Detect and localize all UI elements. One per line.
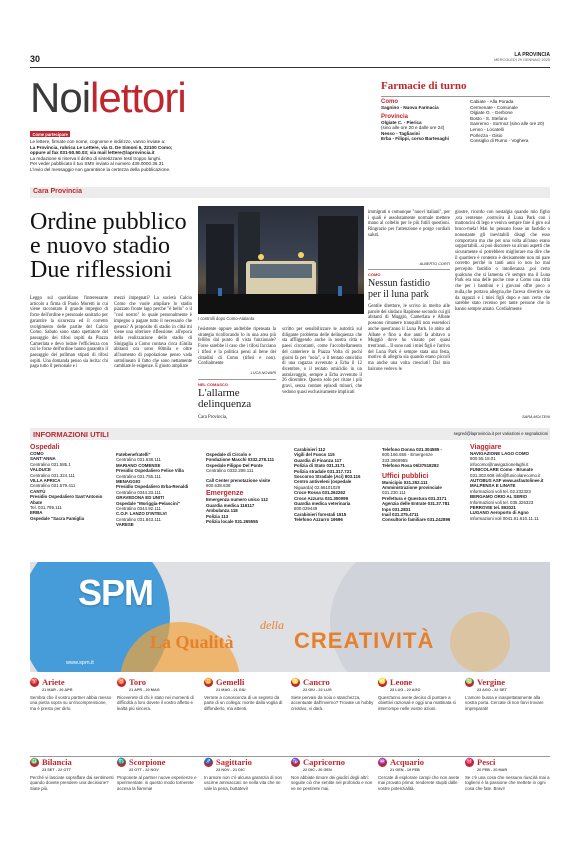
util-item: Municipio 031.252.111 (382, 479, 428, 485)
util-item: Centro antiveleni (ospedale (294, 479, 352, 485)
participate-line: La Provincia, rubrica Le Lettere, via G. De Simoni 6, 22100 Como; (30, 144, 173, 150)
util-item: Carabinieri forestali 1515 (294, 511, 347, 517)
util-item: Centralino 031.755.111 (116, 473, 161, 479)
zodiac-text: Non abbiate timore dei giudizi degli altri: seguite ciò che sentite nel profondo e non ve ne pentirete mai. (291, 775, 373, 791)
util-item: Centralino 031.585.1 (30, 461, 71, 467)
util-item: 800.166.656 - Emergenze (382, 452, 433, 458)
pharmacy-entry: Cabiate - Alla Porada (470, 99, 514, 104)
util-item: Centralino 031.324.111 (30, 472, 75, 478)
libra-icon: ♎ (30, 759, 39, 765)
participate-line: La redazione si riserva il diritto di sintetizzarei testi troppo lunghi. (30, 155, 162, 161)
utility-col-4 (294, 447, 380, 523)
util-item: 800.029449 (294, 506, 318, 512)
utility-col-5 (382, 447, 468, 523)
park-headline (368, 279, 430, 300)
signature: SARA MOLTENI (522, 415, 550, 419)
util-item: Ospedale Filippo Del Ponte (206, 462, 263, 468)
main-col-3: l'esistente oppure andrebbe ripensata la strategia ricollocando lo in una area più fellibo dal punto di vista funzionale? Forse sarebbe il caso che i tifosi facciano i tifosi e la politica pensi al bene dei cittadini di Como (tifosi e non). Cordialmente (198, 327, 276, 367)
zodiac-name: Gemelli (216, 677, 245, 687)
zodiac-name: Capricorno (303, 757, 346, 767)
divider (368, 269, 450, 270)
util-item: MALPENSA E LINATE (470, 483, 516, 489)
zodiac-dates: 20 FEB - 20 MAR (477, 768, 508, 772)
horoscope-divider (30, 756, 550, 757)
util-item: Telefono Donna 031.304585 - (382, 447, 442, 452)
util-item: Telefono Rosa 06/37518282 (382, 463, 439, 469)
util-item: Centralino 031.638.111 (116, 457, 161, 463)
util-item: SANT'ANNA (30, 456, 56, 462)
zodiac-dates: 21 MAR - 20 APR (42, 688, 73, 692)
zodiac-text: Cercate di esplorare campi che non avete mai provato prima: renderete stupiti dalle vostre potenzialità. (378, 775, 460, 791)
delinquency-kicker: NEL COMASCO (198, 382, 228, 387)
util-item: Ambulanza 118 (206, 508, 238, 514)
util-item: MARIANO COMENSE (116, 462, 161, 468)
ad-banner[interactable] (30, 562, 550, 672)
pisces-icon: ♓ (465, 759, 474, 765)
zodiac-dates: 21 GEN - 19 FEB (390, 768, 420, 772)
util-item: Call Center prenotazione visite (206, 477, 271, 483)
util-item: 031.303.608 info@funicolarecomo.it (470, 472, 541, 478)
util-item: Guardia di Finanza 117 (294, 457, 342, 463)
util-item: Presidio Ospedaliero Felice Villa (116, 468, 184, 474)
utility-note: segred@laprovincia.it per variazioni e segnalazioni (453, 431, 548, 436)
util-item: Presidio Ospedaliero Sant'Antonio (30, 494, 103, 500)
participate-box (30, 139, 235, 173)
pharmacy-entry: Erba - Filippi, corso Bartesaghi (381, 136, 449, 142)
util-item: Agenzia delle Entrate 031.37.781 (382, 501, 450, 507)
zodiac-text: Perché vi lasciate sopraffare dai sentimenti quando dovete prendere una decisione? Siate più. (30, 775, 114, 791)
participate-line: L'invio del messaggio non garantisce la certezza della pubblicazione. (30, 166, 171, 172)
masthead: LA PROVINCIA (514, 52, 550, 58)
util-item: Fondazione Macchi 0332.278.111 (206, 457, 275, 463)
util-item: Telefono Azzurro 19696 (294, 517, 343, 523)
util-item: 800.55.18.01 (470, 456, 496, 462)
ad-url[interactable]: www.spm.it (66, 660, 94, 666)
util-item: VILLA APRICA (30, 478, 61, 484)
util-item: NAVIGAZIONE LAGO COMO (470, 451, 529, 456)
zodiac-dates: 23 AGO - 22 SET (477, 688, 507, 692)
pharmacy-col-1 (381, 99, 476, 142)
main-col-1: Leggo sul quotidiano l'interessante articolo a firma di Paolo Moretti in cui viene raccontato il grande impegno di forze dell'ordine e personale sanitario per garantire la sicurezza ed il corretto svolgimento delle partite del Calcio Como. Sabato sono stato spettatore del passaggio dei tifosi ospiti da Piazza Camerlata e devo lodare l'efficienza con cui le forze dell'ordine hanno garantito il passaggio dei pullman stipati di tifosi ospiti. Una domanda penso sia lecita: chi paga tutto il personale e i (30, 296, 108, 370)
pharmacy-entry: Consiglio di Rumo - Voghera (470, 138, 529, 144)
park-col-2: giostre, ricordo con nostalgia quando mio figlio ,ora ventenne ,costruiva il Luna Park con i mattoncini di lego e veniva sempre fare il giro sul bruco-mela! Mai ho pensato fosse un fastidio o nonostante gli inevitabili disagi che esso comportava ma che per una volta all'anno erano sopportabili...si può discutere su alcuni aspetti che sicuramente si potrebbero migliorare ma dire che il quartiere è contento è decisamente non mi pare corretto perché in tanti anni io non ho mai percepito fastidio o intolleranza ,poi certo qualcuno che si lamenta c'è sempre ma il Luna Park era una delle poche cose a Como una città che per i bambini e i giovani offre poco o nulla,che portava allegria,che faceva divertire sia da ragazzi e i miei figli dopo e non certo che sarebbe stato recenso per tante persone che lo hanno sempre amato. Cordialmente (455, 210, 550, 312)
pharmacy-entry: Olgiate O. - Gerbone (470, 110, 513, 116)
sagittarius-icon: ♐ (204, 759, 213, 765)
virgo-icon: ♍ (465, 679, 474, 685)
util-item: Centralino 031.843.111 (116, 516, 161, 522)
zodiac-name: Acquario (390, 757, 424, 767)
util-item: Guardia medica 116117 (206, 502, 255, 508)
zodiac-name: Vergine (477, 677, 506, 687)
util-item: 800.638.638 (206, 483, 231, 489)
util-item: Guardia medica veterinaria (294, 501, 351, 507)
gemini-icon: ♊ (204, 679, 213, 685)
util-item: Carabinieri 112 (294, 447, 326, 452)
cancer-icon: ♋ (291, 679, 300, 685)
zodiac-name: Leone (390, 677, 413, 687)
zodiac-dates: 23 SET - 22 OTT (42, 768, 71, 772)
zodiac-dates: 22 DIC - 20 GEN (303, 768, 332, 772)
zodiac-name: Ariete (42, 677, 65, 687)
util-item: Centralino 0344.92.111 (116, 506, 161, 512)
scorpio-icon: ♏ (117, 759, 126, 765)
util-item: C.O.F. LANZO D'INTELVI (116, 511, 167, 517)
page-number: 30 (30, 54, 41, 64)
util-item: infocomo@navigazionelaghi.it (470, 461, 529, 467)
zodiac-name: Bilancia (42, 757, 72, 767)
util-item: VALDUCE (30, 467, 51, 473)
signature: ALBERTO CORTI (419, 262, 450, 266)
section-bar (30, 187, 550, 198)
pharmacy-col-2 (470, 99, 552, 144)
zodiac-text: Quest'anno avete deciso di puntare a obiettivi razionali e oggi una mattinata si interrompe nelle vostre azioni. (378, 695, 456, 711)
pharmacy-entry: Lenno - Locatelli (470, 126, 504, 132)
util-item: Centralino 0344.33.111 (116, 489, 161, 495)
util-item: Polizia di Stato 031.3171 (294, 463, 345, 469)
util-item: Fatebenefratelli" (116, 452, 151, 457)
utility-heading: Viaggiare (470, 444, 502, 451)
util-item: Emergenza numero unico 112 (206, 497, 268, 503)
horoscope-grid (30, 678, 550, 838)
pharmacy-rule (381, 96, 550, 97)
pharmacy-city: Provincia (381, 113, 409, 120)
util-item: COMO (30, 451, 44, 456)
util-item: informazioni voli 0041.91.610.11.11 (470, 515, 539, 521)
utility-hospitals (30, 444, 112, 521)
date: MERCOLEDÌ 29 GENNAIO 2025 (494, 58, 550, 62)
zodiac-text: Riceverete di chi è stato nei momenti di difficoltà a loro dovete il vostro affetto e lealtà più sincera. (117, 695, 194, 711)
util-item: ERBA (30, 510, 43, 516)
main-col-4: scritto per sensibilizzare le autorità sul diligante problema delle delinquenza che sta affliggendo anche la nostra città e paesi circostanti, come l'accoltellamento del cameriere in Piazza Volta di pochi giorni fa per "noia", o il tentato omicidio di una ragazza avvenuto a Erba il 12 dicembre, o il tentato omicidio in un autolavaggio, sempre a Erba avvenuto il 26 dicembre. Questo solo per citare i più gravi, senza contare episodi minori, che vedono quasi esclusivamente implicati (282, 327, 362, 395)
pharmacy-entry: Sagnino - Nuova Farmacia (381, 105, 439, 110)
util-item: Croce Rossa 031.262262 (294, 490, 346, 496)
util-item: Informazioni voli tel. 02.232323 (470, 488, 531, 494)
participate-line: Le lettere, firmate con nome, cognome e indirizzo, vanno inviate a: (30, 139, 166, 144)
util-item: Polizia stradale 031.317.721 (294, 468, 352, 474)
util-item: Soccorso Stradale (Aci) 803.116 (294, 474, 361, 480)
leo-icon: ♌ (378, 679, 387, 685)
utility-heading: Emergenze (206, 490, 244, 498)
utility-col-3 (206, 452, 292, 524)
util-item: Ospedale "Sacra Famiglia (30, 515, 85, 521)
pharmacy-entry: Cermenate - Comunale (470, 104, 518, 110)
zodiac-dates: 21 APR - 20 MAG (129, 688, 160, 692)
ad-logo: SPM (78, 572, 154, 613)
capricorn-icon: ♑ (291, 759, 300, 765)
util-item: Amministrazione provinciale (382, 485, 442, 491)
util-item: 031.230.111 (382, 490, 406, 496)
title-noi: Noi (30, 74, 91, 121)
util-item: Polizia 113 (206, 513, 229, 519)
zodiac-text: Siete pervasi da noia e stanchezza, accentuate dall'inverno? Trovate un hobby creativo, vi darà. (291, 695, 374, 711)
photo-caption: I controlli dopo Como-Atalanta (198, 316, 255, 321)
aquarius-icon: ♒ (378, 759, 387, 765)
util-item: Vigili del Fuoco 115 (294, 452, 335, 458)
participate-line: Per veder pubblicato il tuo SMS inviato al numero 439.0000.36.31 (30, 161, 164, 167)
utility-heading: Ospedali (30, 444, 60, 451)
util-item: AUTOBUS ASF www.asfautolinee.it (470, 478, 544, 484)
headline-line: per il luna park (368, 288, 429, 300)
util-item: Ospedale "Moriggia-Pelascini" (116, 500, 180, 506)
signature: LUCA NOVARI (250, 371, 276, 375)
zodiac-text: Proponete al partner nuove esperienze e sperimentate: in questo modo tornerete accesa la fiamma! (117, 775, 197, 791)
zodiac-dates: 22 GIU - 22 LUG (303, 688, 332, 692)
util-item: Croce Azzurra 031.300099 (294, 495, 349, 501)
zodiac-text: Verrete a conoscenza di un segreto da parte di un collega: morite dalla voglia di diffonderlo, ma attenti. (204, 695, 283, 711)
util-item: Ospedale di Circolo e (206, 452, 251, 457)
zodiac-dates: 23 LUG - 22 AGO (390, 688, 421, 692)
util-item: Niguarda) 02.66101029 (294, 484, 341, 490)
zodiac-name: Sagittario (216, 757, 252, 767)
zodiac-text: In amore non c'è alcuna garanzia di non uscirne ammaccati: se nella vita che ne vale la pena, buttatevi! (204, 775, 282, 791)
zodiac-dates: 21 MAG - 21 GIU (216, 688, 246, 692)
util-item: LUGANO Aeroporto di Agno (470, 510, 529, 516)
util-item: Centralino 031.579.411 (30, 483, 76, 489)
ad-tagline-3: CREATIVITÀ (294, 628, 435, 653)
utility-heading: Uffici pubblici (382, 472, 429, 480)
utility-title: INFORMAZIONI UTILI (33, 430, 109, 439)
util-item: GRAVEDONA ED UNITI (116, 495, 165, 501)
pharmacy-entry: (sino alle ore 20 e dalle ore 24) (381, 125, 445, 131)
divider (198, 379, 276, 380)
header-rule (30, 67, 550, 68)
pharmacy-entry: Nesso - Tagliavini (381, 130, 420, 136)
zodiac-name: Toro (129, 677, 147, 687)
headline-line: Ordine pubblico (30, 209, 187, 235)
ad-tagline-2: della (260, 618, 284, 632)
headline-line: delinquenza (198, 398, 252, 410)
pharmacy-title: Farmacie di turno (381, 80, 467, 92)
util-item: FERROVIE tel. 892021 (470, 505, 516, 511)
pharmacy-entry: Olgiate C. - Pierica (381, 119, 422, 125)
main-headline (30, 210, 187, 282)
util-item: Abate (30, 499, 43, 505)
article-photo (198, 206, 364, 314)
zodiac-dates: 23 OTT - 22 NOV (129, 768, 159, 772)
headline-line: Nessun fastidio (368, 278, 430, 289)
ad-tagline-1: La Qualità (150, 632, 234, 652)
util-item: VARESE (116, 522, 134, 528)
pharmacy-entry: Bosto - S. Stefano (470, 115, 508, 121)
park-kicker: COMO (368, 272, 381, 277)
util-item: MENAGGIO (116, 479, 141, 485)
util-item: Centralino 0332.299.111 (206, 468, 254, 474)
participate-line: oppure al fax 031-50.50.03; via mail lettere@laprovincia.it (30, 150, 155, 156)
util-item: Inps 031.2831 (382, 506, 411, 512)
pharmacy-city: Como (381, 99, 398, 105)
utility-col-2 (116, 452, 202, 528)
util-item: FUNICOLARE Como - Brunate (470, 467, 533, 473)
title-lettori: lettori (90, 74, 186, 121)
delinquency-headline (198, 388, 251, 410)
util-item: Informazioni voli tel. 035.326323 (470, 499, 534, 505)
section-title: Cara Provincia (33, 188, 83, 195)
util-item: Presidio Ospedaliero Erba-Renaldi (116, 484, 189, 490)
zodiac-text: L'amore bussa e inaspettatamente alla vostra porta. Cercate di non farvi trovare impreparati! (465, 695, 544, 711)
util-item: Consultorio familiare 031.242896 (382, 517, 451, 523)
utility-travel (470, 444, 552, 521)
headline-line: L'allarme (198, 387, 240, 399)
zodiac-dates: 23 NOV - 21 DIC (216, 768, 245, 772)
util-item: Polizia locale 031.265555 (206, 519, 258, 525)
aries-icon: ♈ (30, 679, 39, 685)
zodiac-name: Cancro (303, 677, 330, 687)
zodiac-name: Scorpione (129, 757, 166, 767)
zodiac-text: Sembra che il vostro partner abbia messo una pietra sopra su un'incomprensione, ma è presto per dirlo. (30, 695, 112, 711)
park-col-1: Gentile direttore, le scrivo in merito alle parole del sindaco Rapinese secondo cui gli abitanti di Muggiò, Camerlata e Albate possono rimanere tranquilli non essendoci anche quest'anno il Luna Park. Io abito ad Albate e fino a due anni fa abitavo a Muggiò dove ho vissuto per quasi trent'anni... Il sono nati i miei figli e l'arrivo del Luna Park è sempre stata una festa, motivo di allegria sia quando erano piccoli ma anche una volta cresciuti! Dal mio balcone vedevo le (368, 304, 451, 372)
pharmacy-entry: Sanremo - Sormoz (sino alle ore 20) (470, 121, 545, 127)
util-item: Tel. 031.799.111 (30, 505, 62, 511)
taurus-icon: ♉ (117, 679, 126, 685)
util-item: 333.3969955 (382, 457, 408, 463)
zodiac-name: Pesci (477, 757, 496, 767)
page-title (30, 74, 186, 122)
headline-line: e nuovo stadio (30, 233, 170, 259)
util-item: CANTÙ (30, 488, 46, 494)
main-col-2: mezzi impegnati? La società Calcio Como che vuole ampliare lo stadio piazzato fronte lago perche "è bello" o il "così nostro" lo quale personalmente è impegno a pagare tutto il necessario che genera? A proposito di stadio in città mi viene una ulteriore riflessione: all'epoca della realizzazione dello stadio di Sinigaglia a Como contava circa 45mila abitanti ora sono 80mila e oltre all'aumento di popolazione penso vada sottolineato il fatto che sono nettamente cambiate le esigenze. È giusto ampliare (114, 296, 192, 370)
util-item: BERGAMO ORIO AL SERIO (470, 494, 528, 500)
util-item: Prefettura e Questura 031.3171 (382, 495, 447, 501)
delinquency-text: Cara Provincia, (198, 415, 228, 420)
main-col-5: immigrati o comunque "nuovi italiani", per i quali è assolutamente normale mettere mano al coltello per le più futili questioni. Ringrazio per l'attenzione e porgo cordiali saluti. (368, 210, 450, 238)
participate-tag: Come partecipare (30, 131, 70, 137)
zodiac-text: Se c'è una cosa che nessuno riuscirà mai a togliervi è la passione che mettete in ogni cosa che fate. Bravi! (465, 775, 550, 791)
pharmacy-entry: Porlezza - Gisio (470, 132, 503, 138)
headline-line: Due riflessioni (30, 257, 172, 283)
util-item: Inail 031.375.4711 (382, 512, 419, 518)
